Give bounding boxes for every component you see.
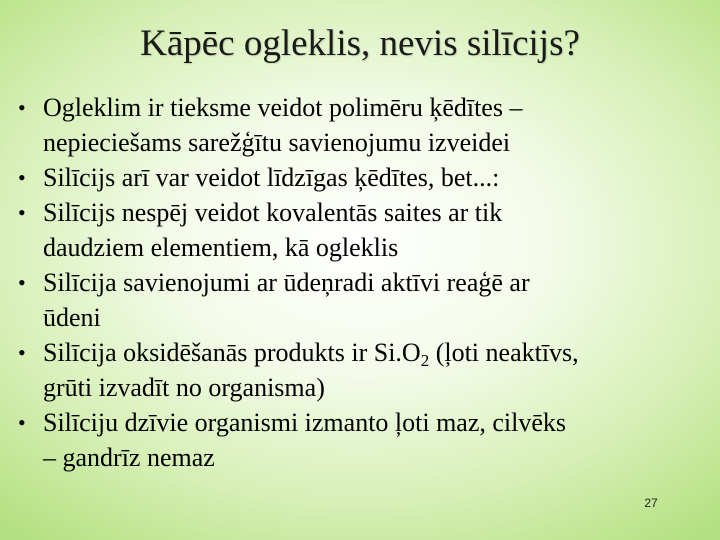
bullet-dot-icon: •	[18, 165, 26, 190]
bullet-dot-icon: •	[18, 340, 26, 365]
bullet-text-line: grūti izvadīt no organisma)	[43, 373, 325, 402]
bullet-text-line: Silīcija savienojumi ar ūdeņradi aktīvi reaģē ar	[43, 268, 530, 297]
bullet-text-line: Silīcijs nespēj veidot kovalentās saites ar tik	[43, 198, 503, 227]
page-number: 27	[644, 496, 658, 510]
bullet-text-line: ūdeni	[43, 303, 101, 332]
bullet-dot-icon: •	[18, 410, 26, 435]
bullet-item	[18, 195, 708, 265]
bullet-text-line: Silīcijs arī var veidot līdzīgas ķēdītes, bet...:	[43, 163, 500, 192]
bullet-item	[18, 160, 708, 195]
bullet-item	[18, 405, 708, 475]
subscript-number: 2	[420, 351, 430, 370]
bullet-text-segment: (ļoti neaktīvs,	[429, 338, 579, 367]
bullet-dot-icon: •	[18, 200, 26, 225]
bullet-item	[18, 90, 708, 160]
bullet-dot-icon: •	[18, 270, 26, 295]
bullet-text-segment: Silīcija oksidēšanās produkts ir Si.O	[43, 338, 421, 367]
bullet-item	[18, 335, 708, 405]
bullet-text-line: daudziem elementiem, kā ogleklis	[43, 233, 399, 262]
bullet-text-line: nepieciešams sarežģītu savienojumu izveidei	[43, 128, 511, 157]
bullet-text-line: – gandrīz nemaz	[43, 443, 215, 472]
bullet-dot-icon: •	[18, 95, 26, 120]
bullet-item	[18, 265, 708, 335]
bullet-text-line: Ogleklim ir tieksme veidot polimēru ķēdītes –	[43, 93, 523, 122]
bullet-text-line	[43, 335, 708, 370]
bullet-text-line: Silīciju dzīvie organismi izmanto ļoti maz, cilvēks	[43, 408, 567, 437]
bullet-list	[18, 90, 708, 475]
slide-title: Kāpēc ogleklis, nevis silīcijs?	[140, 23, 580, 64]
